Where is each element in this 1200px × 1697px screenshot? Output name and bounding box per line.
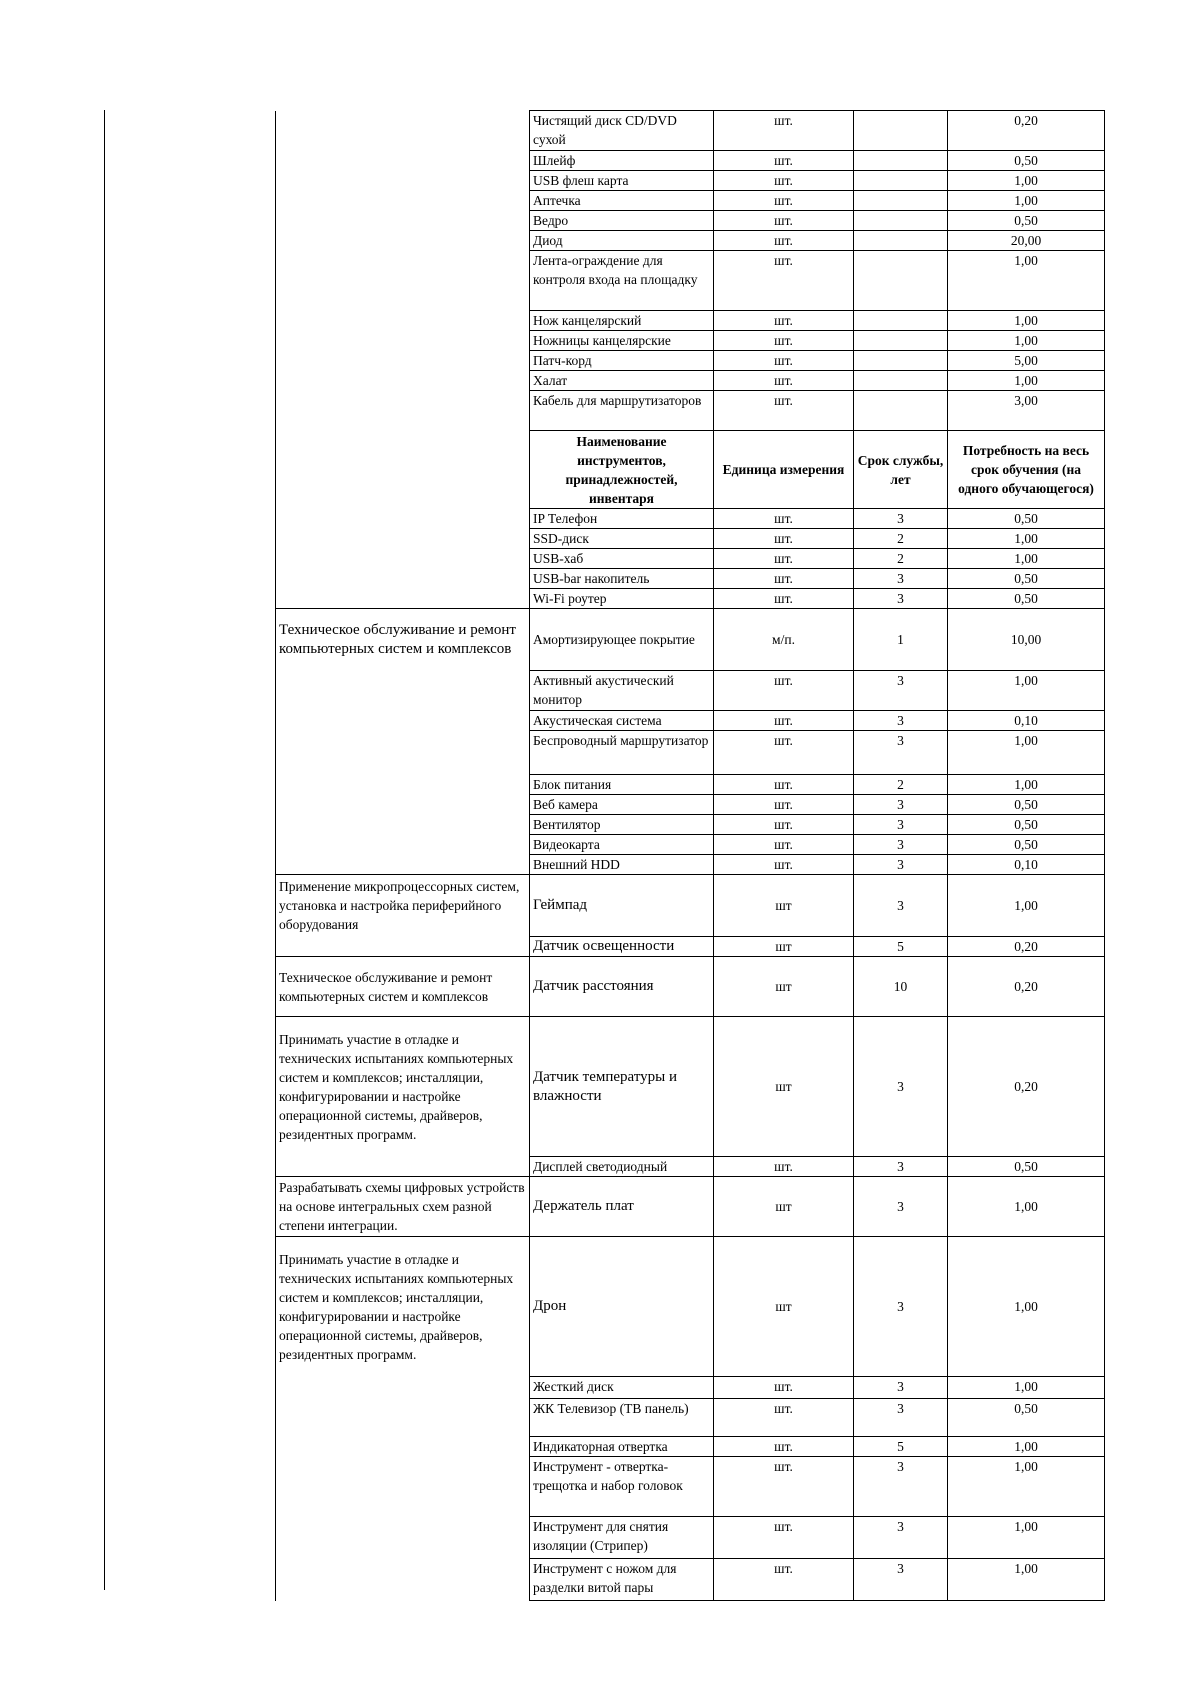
cell-name: Акустическая система [530,711,714,731]
cell-unit: шт. [714,1157,854,1177]
cell-need: 1,00 [948,1517,1105,1559]
cell-life: 3 [854,815,948,835]
cell-need: 5,00 [948,351,1105,371]
table-row [276,1017,1105,1157]
competency-cell [276,251,530,311]
cell-unit: шт. [714,311,854,331]
competency-cell [276,351,530,371]
cell-unit: шт [714,957,854,1017]
competency-cell: Применение микропроцессорных систем, установка и настройка периферийного оборудования [276,875,530,937]
cell-need: 1,00 [948,171,1105,191]
cell-name: Аптечка [530,191,714,211]
competency-cell [276,151,530,171]
competency-cell [276,1437,530,1457]
competency-cell [276,937,530,957]
cell-life [854,111,948,151]
table-row [276,211,1105,231]
competency-cell: Техническое обслуживание и ремонт компьютерных систем и комплексов [276,609,530,671]
cell-unit: шт [714,1177,854,1237]
cell-unit: шт. [714,191,854,211]
table-row [276,371,1105,391]
cell-life: 3 [854,671,948,711]
competency-cell [276,815,530,835]
cell-need: 1,00 [948,529,1105,549]
cell-unit: шт. [714,171,854,191]
cell-life: 3 [854,711,948,731]
table-row [276,1559,1105,1601]
table-row [276,1377,1105,1399]
cell-need: 0,50 [948,835,1105,855]
cell-name: Датчик расстояния [530,957,714,1017]
cell-name: Активный акустический монитор [530,671,714,711]
table-row [276,549,1105,569]
cell-need: 1,00 [948,1177,1105,1237]
cell-name: Инструмент - отвертка-трещотка и набор головок [530,1457,714,1517]
competency-cell [276,775,530,795]
header-life: Срок службы, лет [854,431,948,509]
competency-cell [276,795,530,815]
cell-life: 3 [854,1399,948,1437]
table-row [276,1237,1105,1377]
cell-name: Амортизирующее покрытие [530,609,714,671]
left-margin-line [104,110,105,1590]
cell-name: Держатель плат [530,1177,714,1237]
cell-need: 0,50 [948,795,1105,815]
cell-life: 3 [854,1017,948,1157]
cell-need: 1,00 [948,549,1105,569]
cell-need: 0,50 [948,815,1105,835]
table-header-row [276,431,1105,509]
table-row [276,311,1105,331]
cell-life [854,311,948,331]
table-row [276,231,1105,251]
cell-life: 3 [854,875,948,937]
cell-life [854,351,948,371]
cell-unit: шт. [714,1457,854,1517]
cell-unit: шт. [714,509,854,529]
competency-cell [276,191,530,211]
cell-need: 0,20 [948,111,1105,151]
table-row [276,251,1105,311]
cell-life: 5 [854,937,948,957]
cell-need: 1,00 [948,1437,1105,1457]
cell-need: 1,00 [948,311,1105,331]
cell-unit: шт. [714,1399,854,1437]
cell-name: Лента-ограждение для контроля входа на площадку [530,251,714,311]
cell-unit: шт. [714,549,854,569]
cell-life [854,251,948,311]
header-unit: Единица измерения [714,431,854,509]
cell-life: 3 [854,835,948,855]
cell-name: Геймпад [530,875,714,937]
cell-need: 0,50 [948,1399,1105,1437]
table-row [276,775,1105,795]
cell-unit: шт. [714,589,854,609]
cell-unit: шт. [714,775,854,795]
competency-cell [276,1399,530,1437]
table-row [276,1457,1105,1517]
cell-need: 20,00 [948,231,1105,251]
table-row [276,937,1105,957]
competency-cell [276,711,530,731]
cell-name: Нож канцелярский [530,311,714,331]
cell-life: 2 [854,775,948,795]
cell-life: 3 [854,795,948,815]
cell-life [854,371,948,391]
table-row [276,1437,1105,1457]
cell-name: Внешний HDD [530,855,714,875]
cell-unit: шт. [714,231,854,251]
cell-name: Wi-Fi роутер [530,589,714,609]
competency-cell [276,569,530,589]
table-row [276,855,1105,875]
cell-name: Чистящий диск CD/DVD сухой [530,111,714,151]
cell-need: 0,50 [948,589,1105,609]
header-name: Наименование инструментов, принадлежностей, инвентаря [530,431,714,509]
cell-life [854,171,948,191]
table-row [276,1157,1105,1177]
cell-need: 0,20 [948,1017,1105,1157]
competency-cell [276,1157,530,1177]
competency-cell [276,311,530,331]
cell-name: Ведро [530,211,714,231]
competency-cell [276,111,530,151]
competency-cell [276,731,530,775]
cell-need: 0,10 [948,855,1105,875]
cell-life [854,231,948,251]
cell-unit: шт [714,875,854,937]
competency-cell [276,1377,530,1399]
cell-unit: шт. [714,1437,854,1457]
table-row [276,731,1105,775]
competency-cell: Принимать участие в отладке и технических испытаниях компьютерных систем и комплексов; инсталляции, конфигурировании и настройке операционной системы, драйверов, резидентных программ. [276,1237,530,1377]
cell-life: 3 [854,1559,948,1601]
cell-unit: шт. [714,351,854,371]
cell-unit: шт. [714,711,854,731]
table-row [276,1399,1105,1437]
cell-life: 5 [854,1437,948,1457]
competency-cell [276,211,530,231]
cell-unit: шт. [714,671,854,711]
cell-need: 1,00 [948,775,1105,795]
table-row [276,835,1105,855]
cell-name: USB-bar накопитель [530,569,714,589]
table-row [276,391,1105,431]
competency-cell: Принимать участие в отладке и технических испытаниях компьютерных систем и комплексов; инсталляции, конфигурировании и настройке операционной системы, драйверов, резидентных программ. [276,1017,530,1157]
table-row [276,1177,1105,1237]
cell-life: 10 [854,957,948,1017]
table-row [276,711,1105,731]
cell-life [854,211,948,231]
cell-need: 1,00 [948,731,1105,775]
cell-unit: шт. [714,569,854,589]
cell-life: 3 [854,1377,948,1399]
cell-name: Вентилятор [530,815,714,835]
cell-life: 1 [854,609,948,671]
competency-cell [276,529,530,549]
table-row [276,875,1105,937]
cell-name: USB-хаб [530,549,714,569]
competency-cell [276,171,530,191]
cell-name: Дисплей светодиодный [530,1157,714,1177]
table-row [276,529,1105,549]
cell-name: Халат [530,371,714,391]
cell-unit: шт. [714,211,854,231]
competency-cell [276,1517,530,1559]
cell-life: 3 [854,589,948,609]
cell-need: 0,50 [948,509,1105,529]
header-need: Потребность на весь срок обучения (на одного обучающегося) [948,431,1105,509]
table-row [276,191,1105,211]
cell-unit: шт. [714,1377,854,1399]
cell-need: 1,00 [948,331,1105,351]
cell-need: 3,00 [948,391,1105,431]
cell-unit: шт. [714,331,854,351]
competency-cell [276,509,530,529]
cell-name: Дрон [530,1237,714,1377]
competency-cell [276,431,530,509]
equipment-table-body [276,111,1105,1601]
cell-name: Кабель для маршрутизаторов [530,391,714,431]
cell-life: 3 [854,1177,948,1237]
table-row [276,351,1105,371]
cell-life: 3 [854,1237,948,1377]
competency-cell: Разрабатывать схемы цифровых устройств на основе интегральных схем разной степени интеграции. [276,1177,530,1237]
competency-cell [276,855,530,875]
cell-name: ЖК Телевизор (ТВ панель) [530,1399,714,1437]
cell-unit: шт. [714,1517,854,1559]
cell-name: Веб камера [530,795,714,815]
table-row [276,589,1105,609]
cell-unit: шт. [714,815,854,835]
cell-life: 3 [854,1517,948,1559]
cell-need: 10,00 [948,609,1105,671]
cell-need: 1,00 [948,671,1105,711]
cell-unit: шт. [714,731,854,775]
table-row [276,815,1105,835]
cell-name: USB флеш карта [530,171,714,191]
cell-unit: шт. [714,151,854,171]
cell-unit: шт. [714,855,854,875]
cell-unit: шт. [714,111,854,151]
cell-need: 1,00 [948,1377,1105,1399]
cell-need: 0,50 [948,569,1105,589]
cell-name: IP Телефон [530,509,714,529]
table-row [276,111,1105,151]
cell-life: 3 [854,1457,948,1517]
table-row [276,151,1105,171]
competency-cell [276,371,530,391]
cell-need: 1,00 [948,251,1105,311]
table-row [276,609,1105,671]
cell-life: 3 [854,1157,948,1177]
cell-need: 0,10 [948,711,1105,731]
competency-cell [276,549,530,569]
cell-need: 0,50 [948,151,1105,171]
cell-unit: шт. [714,795,854,815]
cell-name: Инструмент с ножом для разделки витой пары [530,1559,714,1601]
table-row [276,957,1105,1017]
cell-need: 1,00 [948,191,1105,211]
table-row [276,171,1105,191]
cell-need: 0,50 [948,211,1105,231]
table-row [276,569,1105,589]
cell-need: 1,00 [948,1457,1105,1517]
cell-unit: шт [714,1017,854,1157]
cell-need: 1,00 [948,371,1105,391]
cell-need: 0,20 [948,957,1105,1017]
cell-name: Шлейф [530,151,714,171]
cell-unit: шт [714,1237,854,1377]
cell-name: Патч-корд [530,351,714,371]
cell-name: Индикаторная отвертка [530,1437,714,1457]
competency-cell [276,589,530,609]
cell-name: Жесткий диск [530,1377,714,1399]
cell-name: Блок питания [530,775,714,795]
cell-life: 2 [854,549,948,569]
cell-unit: шт. [714,391,854,431]
table-row [276,1517,1105,1559]
cell-unit: шт. [714,1559,854,1601]
competency-cell [276,391,530,431]
cell-need: 1,00 [948,1559,1105,1601]
cell-unit: шт. [714,529,854,549]
cell-name: Датчик освещенности [530,937,714,957]
cell-name: Диод [530,231,714,251]
cell-need: 0,50 [948,1157,1105,1177]
cell-name: SSD-диск [530,529,714,549]
competency-cell [276,835,530,855]
cell-unit: шт [714,937,854,957]
cell-life [854,191,948,211]
competency-cell [276,1559,530,1601]
table-row [276,795,1105,815]
cell-life: 3 [854,509,948,529]
cell-name: Ножницы канцелярские [530,331,714,351]
cell-life [854,391,948,431]
cell-life [854,331,948,351]
cell-life: 3 [854,855,948,875]
table-row [276,509,1105,529]
competency-cell [276,231,530,251]
cell-life: 3 [854,731,948,775]
cell-unit: шт. [714,251,854,311]
competency-cell: Техническое обслуживание и ремонт компьютерных систем и комплексов [276,957,530,1017]
cell-unit: м/п. [714,609,854,671]
cell-need: 0,20 [948,937,1105,957]
cell-life: 2 [854,529,948,549]
cell-unit: шт. [714,371,854,391]
table-row [276,671,1105,711]
cell-unit: шт. [714,835,854,855]
cell-need: 1,00 [948,1237,1105,1377]
equipment-table [275,110,1105,1601]
competency-cell [276,1457,530,1517]
competency-cell [276,671,530,711]
cell-name: Инструмент для снятия изоляции (Стрипер) [530,1517,714,1559]
competency-cell [276,331,530,351]
cell-life: 3 [854,569,948,589]
table-row [276,331,1105,351]
cell-name: Датчик температуры и влажности [530,1017,714,1157]
cell-life [854,151,948,171]
cell-need: 1,00 [948,875,1105,937]
cell-name: Видеокарта [530,835,714,855]
cell-name: Беспроводный маршрутизатор [530,731,714,775]
